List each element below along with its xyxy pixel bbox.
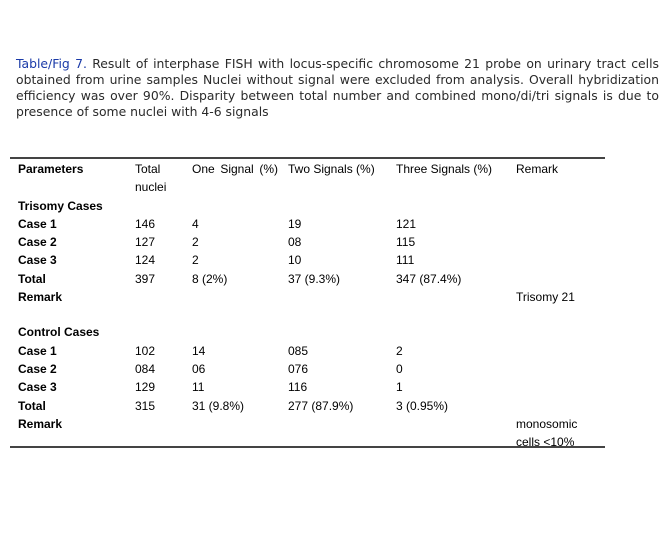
cell-total-nuclei: 315 <box>135 398 156 413</box>
table-top-rule <box>10 157 605 159</box>
table-row <box>18 288 605 306</box>
section-title-row <box>18 323 605 341</box>
cell-three-signals: 111 <box>396 253 415 268</box>
cell-label: Remark <box>18 290 63 305</box>
cell-two-signals: 37 (9.3%) <box>288 271 341 286</box>
cell-label: Case 2 <box>18 235 57 250</box>
cell-three-signals: 347 (87.4%) <box>396 271 462 286</box>
table-row <box>18 378 605 396</box>
cell-one-signal: 4 <box>192 216 199 231</box>
header-total-nuclei: Total nuclei <box>135 162 167 195</box>
cell-total-nuclei: 084 <box>135 361 156 376</box>
cell-one-signal: 14 <box>192 343 206 358</box>
table-row <box>18 342 605 360</box>
cell-three-signals: 0 <box>396 361 403 376</box>
cell-label: Remark <box>18 416 63 431</box>
cell-remark: monosomic cells <10% <box>516 416 578 450</box>
caption-label: Table/Fig 7. <box>16 56 87 71</box>
cell-two-signals: 076 <box>288 361 309 376</box>
cell-two-signals: 277 (87.9%) <box>288 398 354 413</box>
cell-two-signals: 19 <box>288 216 302 231</box>
header-one-signal: One Signal (%) <box>192 162 278 176</box>
cell-two-signals: 08 <box>288 235 302 250</box>
cell-one-signal: 31 (9.8%) <box>192 398 245 413</box>
control-rows <box>18 342 605 452</box>
section-title-trisomy: Trisomy Cases <box>18 198 103 213</box>
header-two-signals: Two Signals (%) <box>288 162 375 176</box>
cell-total-nuclei: 124 <box>135 253 156 268</box>
cell-one-signal: 2 <box>192 253 199 268</box>
cell-three-signals: 2 <box>396 343 403 358</box>
cell-two-signals: 10 <box>288 253 302 268</box>
table-row <box>18 233 605 251</box>
cell-label: Total <box>18 271 46 286</box>
cell-remark: Trisomy 21 <box>516 290 575 305</box>
header-parameters: Parameters <box>18 162 84 176</box>
header-remark: Remark <box>516 162 559 176</box>
results-table <box>18 160 605 451</box>
trisomy-rows <box>18 215 605 306</box>
table-header-row <box>18 160 605 197</box>
cell-one-signal: 2 <box>192 235 199 250</box>
cell-three-signals: 1 <box>396 380 403 395</box>
cell-one-signal: 06 <box>192 361 206 376</box>
table-row <box>18 215 605 233</box>
section-title-row <box>18 197 605 215</box>
cell-total-nuclei: 146 <box>135 216 156 231</box>
cell-label: Case 3 <box>18 380 57 395</box>
cell-label: Case 3 <box>18 253 57 268</box>
cell-total-nuclei: 102 <box>135 343 156 358</box>
cell-two-signals: 116 <box>288 380 308 395</box>
cell-label: Case 1 <box>18 216 57 231</box>
cell-one-signal: 8 (2%) <box>192 271 228 286</box>
cell-total-nuclei: 129 <box>135 380 156 395</box>
cell-three-signals: 3 (0.95%) <box>396 398 449 413</box>
header-three-signals: Three Signals (%) <box>396 162 493 176</box>
cell-two-signals: 085 <box>288 343 309 358</box>
table-row <box>18 397 605 415</box>
cell-total-nuclei: 397 <box>135 271 156 286</box>
section-spacer <box>18 306 605 323</box>
table-row <box>18 360 605 378</box>
cell-one-signal: 11 <box>192 380 205 395</box>
cell-total-nuclei: 127 <box>135 235 156 250</box>
table-row <box>18 251 605 269</box>
cell-three-signals: 115 <box>396 235 416 250</box>
table-row <box>18 270 605 288</box>
cell-label: Case 1 <box>18 343 57 358</box>
table-bottom-rule <box>10 446 605 448</box>
caption-text: Result of interphase FISH with locus-specific chromosome 21 probe on urinary tract cells obtained from urine samples Nuclei without signal were excluded from analysis. Overall hybridization efficiency was over 90%. Disparity between total number and combined mono/di/tri signals is due to presence of some nuclei with 4-6 signals <box>16 56 659 119</box>
cell-label: Case 2 <box>18 361 57 376</box>
cell-three-signals: 121 <box>396 216 417 231</box>
table-caption <box>16 56 659 120</box>
cell-label: Total <box>18 398 46 413</box>
section-title-control: Control Cases <box>18 325 100 340</box>
